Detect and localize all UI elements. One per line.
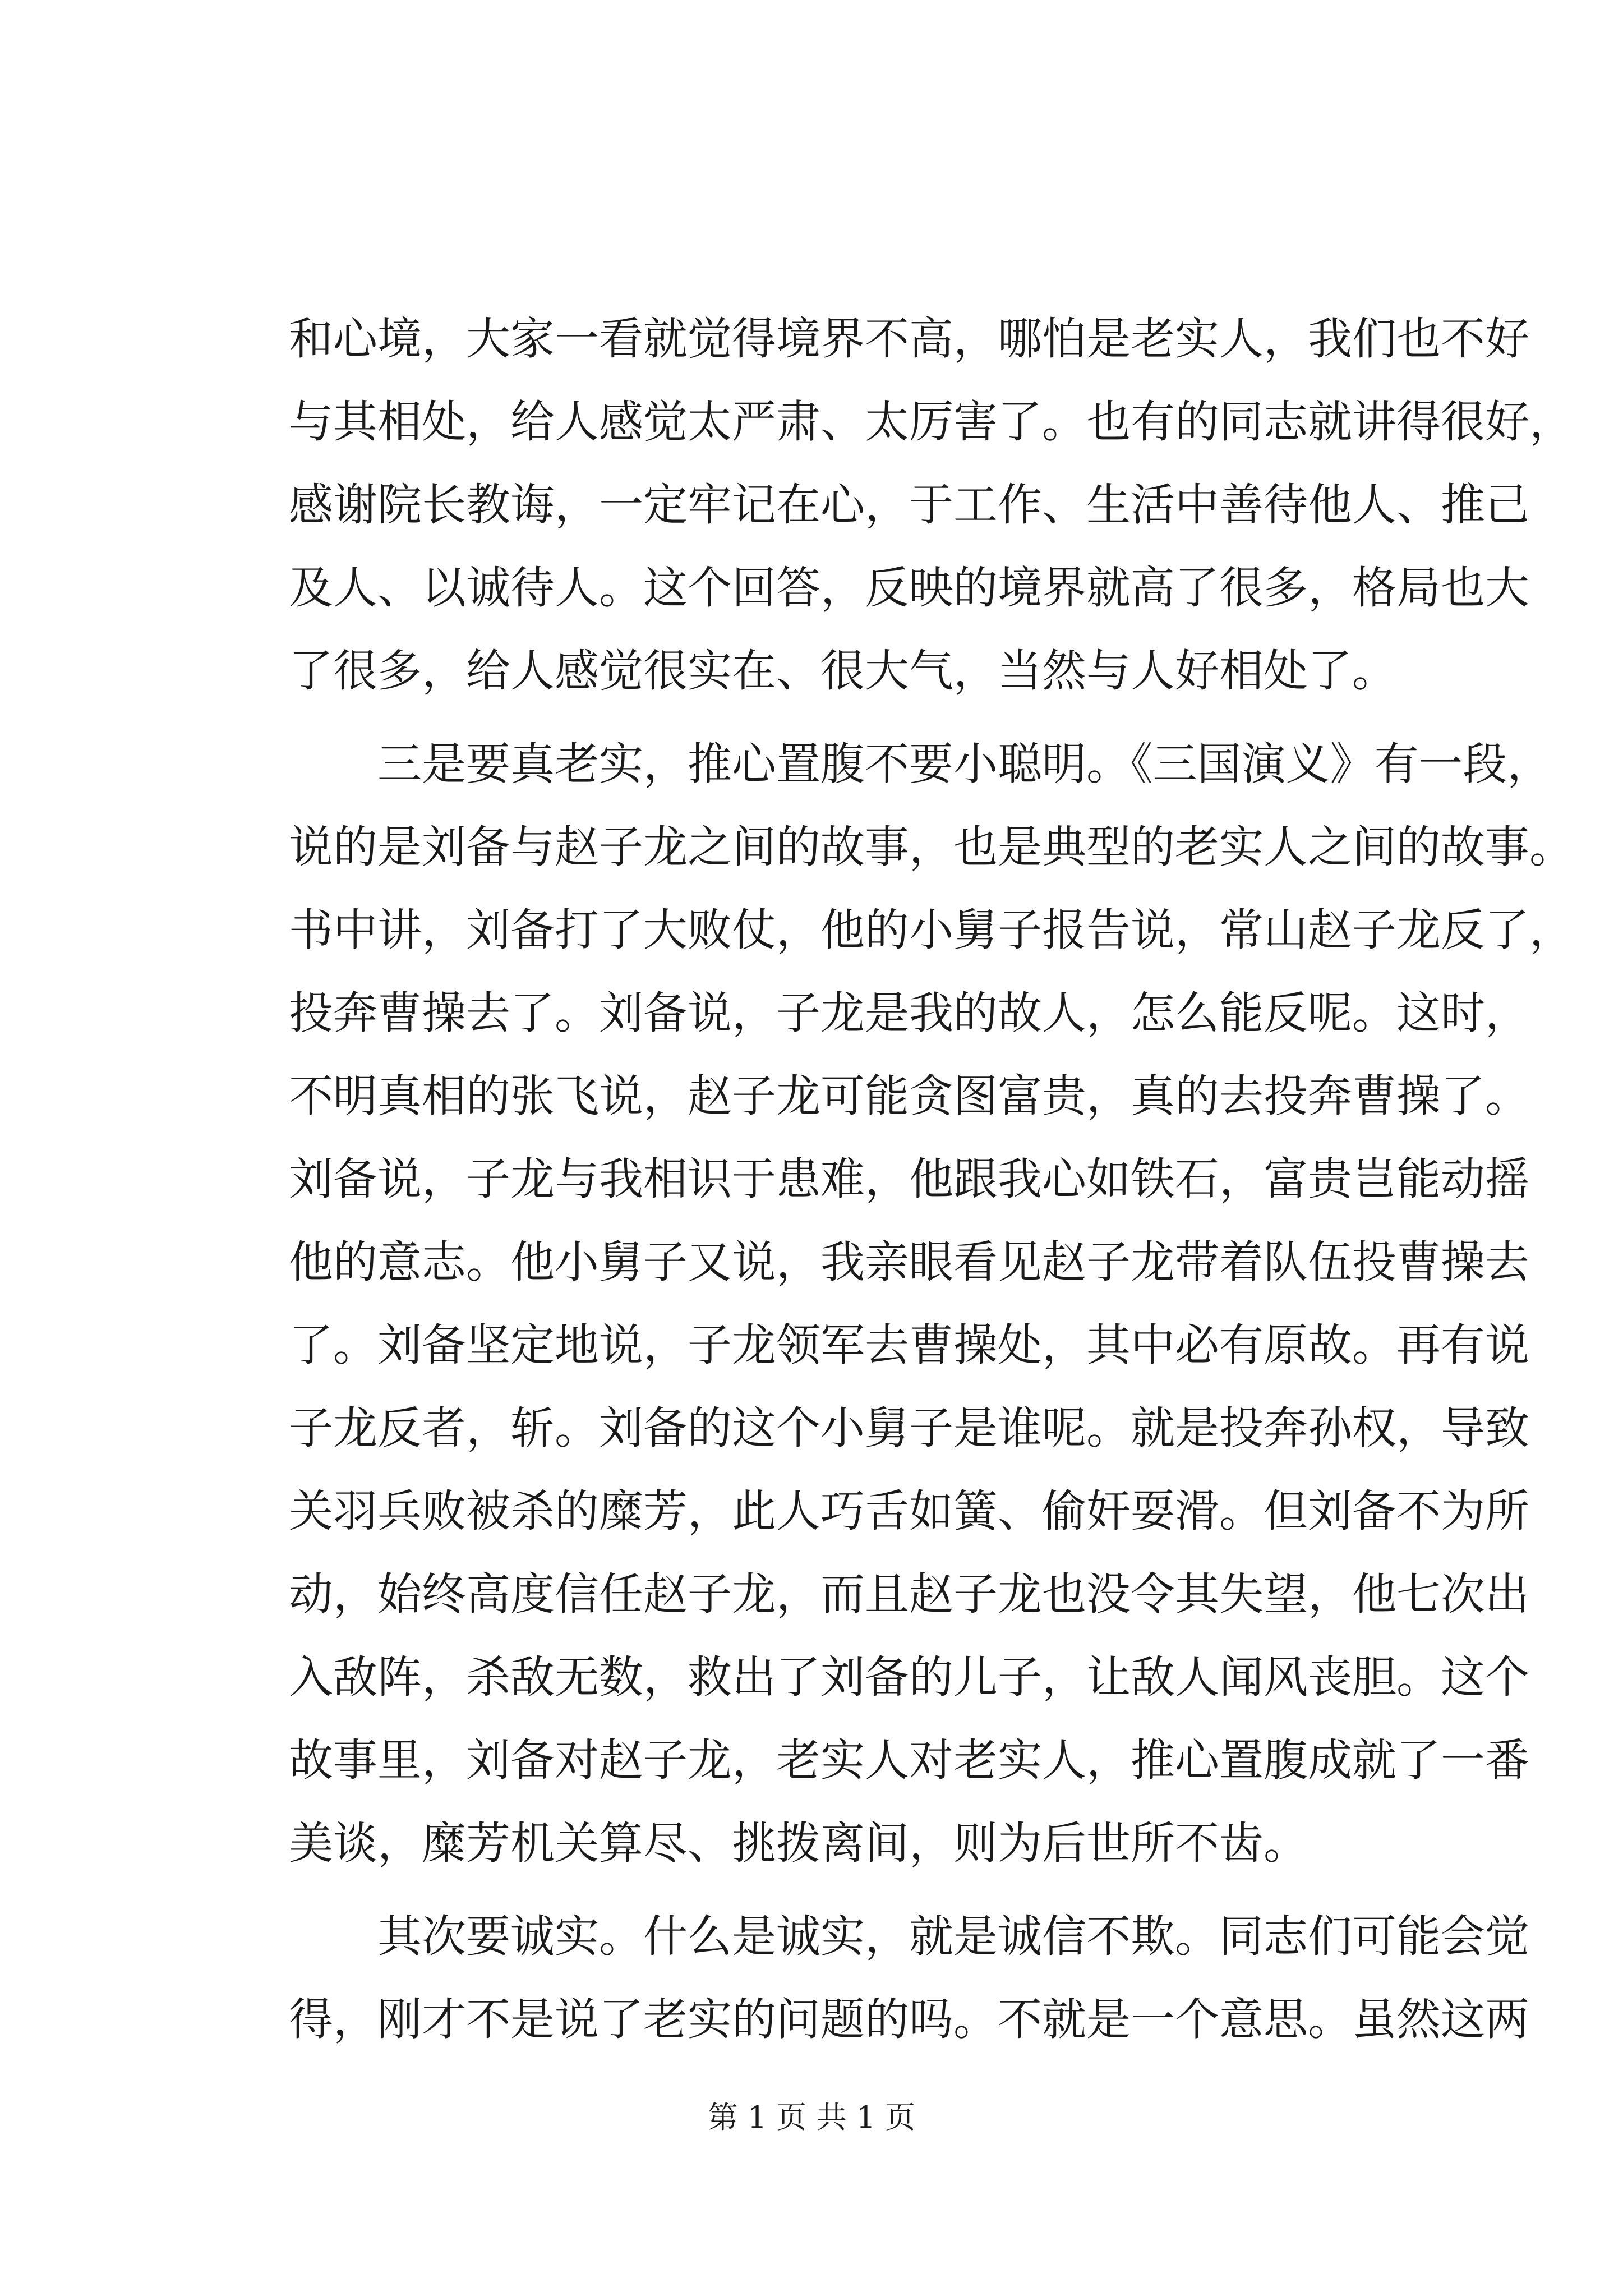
text-line: 说的是刘备与赵子龙之间的故事，也是典型的老实人之间的故事。 — [289, 821, 1574, 873]
text-line: 三是要真老实，推心置腹不要小聪明。《三国演义》有一段， — [289, 738, 1552, 790]
text-line: 投奔曹操去了。刘备说，子龙是我的故人，怎么能反呢。这时， — [289, 987, 1529, 1039]
text-line: 其次要诚实。什么是诚实，就是诚信不欺。同志们可能会觉 — [289, 1911, 1529, 1962]
text-line: 他的意志。他小舅子又说，我亲眼看见赵子龙带着队伍投曹操去 — [289, 1236, 1529, 1288]
document-body — [289, 297, 1574, 2061]
text-line: 动，始终高度信任赵子龙，而且赵子龙也没令其失望，他七次出 — [289, 1568, 1529, 1620]
text-line: 关羽兵败被杀的糜芳，此人巧舌如簧、偷奸耍滑。但刘备不为所 — [289, 1485, 1529, 1537]
text-line: 感谢院长教诲，一定牢记在心，于工作、生活中善待他人、推己 — [289, 479, 1529, 531]
paragraph-3 — [289, 1895, 1529, 2061]
paragraph-gap — [289, 712, 1326, 723]
text-line: 刘备说，子龙与我相识于患难，他跟我心如铁石，富贵岂能动摇 — [289, 1153, 1529, 1205]
paragraph-2 — [289, 723, 1574, 1885]
text-line: 不明真相的张飞说，赵子龙可能贪图富贵，真的去投奔曹操了。 — [289, 1070, 1529, 1122]
page-footer: 第 1 页 共 1 页 — [707, 2100, 916, 2135]
text-line: 了。刘备坚定地说，子龙领军去曹操处，其中必有原故。再有说 — [289, 1319, 1529, 1371]
paragraph-gap — [289, 1885, 1326, 1895]
text-line: 与其相处，给人感觉太严肃、太厉害了。也有的同志就讲得很好， — [289, 396, 1574, 448]
text-line: 美谈，糜芳机关算尽、挑拨离间，则为后世所不齿。 — [289, 1818, 1308, 1869]
text-line: 入敌阵，杀敌无数，救出了刘备的儿子，让敌人闻风丧胆。这个 — [289, 1651, 1529, 1703]
text-line: 和心境，大家一看就觉得境界不高，哪怕是老实人，我们也不好 — [289, 313, 1529, 365]
text-line: 了很多，给人感觉很实在、很大气，当然与人好相处了。 — [289, 645, 1396, 697]
paragraph-1 — [289, 297, 1574, 712]
text-line: 子龙反者，斩。刘备的这个小舅子是谁呢。就是投奔孙权，导致 — [289, 1402, 1529, 1454]
text-line: 及人、以诚待人。这个回答，反映的境界就高了很多，格局也大 — [289, 562, 1529, 614]
text-line: 得，刚才不是说了老实的问题的吗。不就是一个意思。虽然这两 — [289, 1994, 1529, 2045]
text-line: 书中讲，刘备打了大败仗，他的小舅子报告说，常山赵子龙反了， — [289, 904, 1574, 956]
text-line: 故事里，刘备对赵子龙，老实人对老实人，推心置腹成就了一番 — [289, 1734, 1529, 1786]
